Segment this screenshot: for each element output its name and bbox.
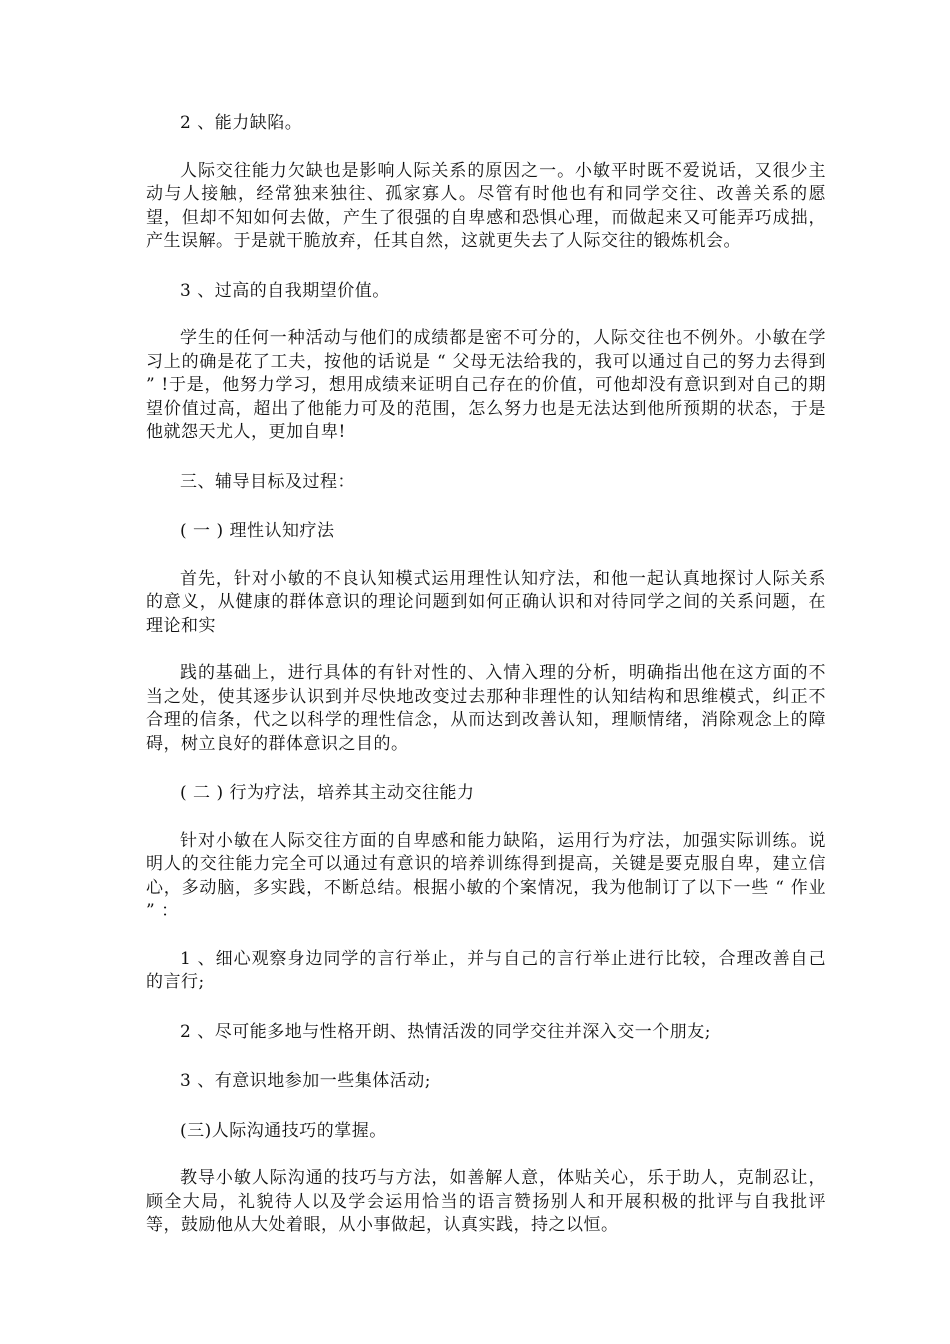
section-heading-behavior-therapy: ( 二 ) 行为疗法，培养其主动交往能力	[180, 783, 475, 803]
section-heading-ability-defect: 2 、能力缺陷。	[180, 113, 303, 133]
section-heading-self-expectation: 3 、过高的自我期望价值。	[180, 280, 390, 301]
document-page	[146, 112, 826, 1238]
paragraph-ability-defect: 人际交往能力欠缺也是影响人际关系的原因之一。小敏平时既不爱说话，又很少主动与人接触，经常独来独往、孤家寡人。尽管有时他也有和同学交往、改善关系的愿望，但却不知如何去做，产生了很强的自卑感和恐惧心理，而做起来又可能弄巧成拙，产生误解。于是就干脆放弃，任其自然，这就更失去了人际交往的锻炼机会。	[146, 160, 826, 251]
section-heading-counseling-goals: 三、辅导目标及过程：	[180, 471, 355, 492]
paragraph-rational-therapy-2: 践的基础上，进行具体的有针对性的、入情入理的分析，明确指出他在这方面的不当之处，使其逐步认识到并尽快地改变过去那种非理性的认知结构和思维模式，纠正不合理的信条，代之以科学的理性信念，从而达到改善认知，理顺情绪，消除观念上的障碍，树立良好的群体意识之目的。	[146, 663, 826, 754]
list-item-homework-2: 2 、尽可能多地与性格开朗、热情活泼的同学交往并深入交一个朋友;	[180, 1021, 711, 1042]
paragraph-rational-therapy-1: 首先，针对小敏的不良认知模式运用理性认知疗法，和他一起认真地探讨人际关系的意义，从健康的群体意识的理论问题到如何正确认识和对待同学之间的关系问题，在理论和实	[146, 568, 826, 636]
section-heading-communication-skills: (三)人际沟通技巧的掌握。	[180, 1120, 387, 1141]
paragraph-communication-skills: 教导小敏人际沟通的技巧与方法，如善解人意，体贴关心，乐于助人，克制忍让，顾全大局，礼貌待人以及学会运用恰当的语言赞扬别人和开展积极的批评与自我批评等，鼓励他从大处着眼，从小事做起，认真实践，持之以恒。	[146, 1168, 826, 1235]
section-heading-rational-therapy: ( 一 ) 理性认知疗法	[180, 521, 335, 541]
list-item-homework-3: 3 、有意识地参加一些集体活动;	[180, 1071, 431, 1091]
paragraph-behavior-therapy: 针对小敏在人际交往方面的自卑感和能力缺陷，运用行为疗法，加强实际训练。说明人的交往能力完全可以通过有意识的培养训练得到提高，关键是要克服自卑，建立信心，多动脑，多实践，不断总结。根据小敏的个案情况，我为他制订了以下一些 “ 作业 ” ：	[146, 830, 826, 921]
paragraph-self-expectation: 学生的任何一种活动与他们的成绩都是密不可分的，人际交往也不例外。小敏在学习上的确是花了工夫，按他的话说是 “ 父母无法给我的，我可以通过自己的努力去得到 ” !于是，他努力学习，想用成绩来证明自己存在的价值，可他却没有意识到对自己的期望价值过高，超出了他能力可及的范围，怎么努力也是无法达到他所预期的状态，于是他就怨天尤人，更加自卑!	[146, 328, 826, 442]
list-item-homework-1: 1 、细心观察身边同学的言行举止，并与自己的言行举止进行比较，合理改善自己的言行;	[146, 948, 826, 992]
